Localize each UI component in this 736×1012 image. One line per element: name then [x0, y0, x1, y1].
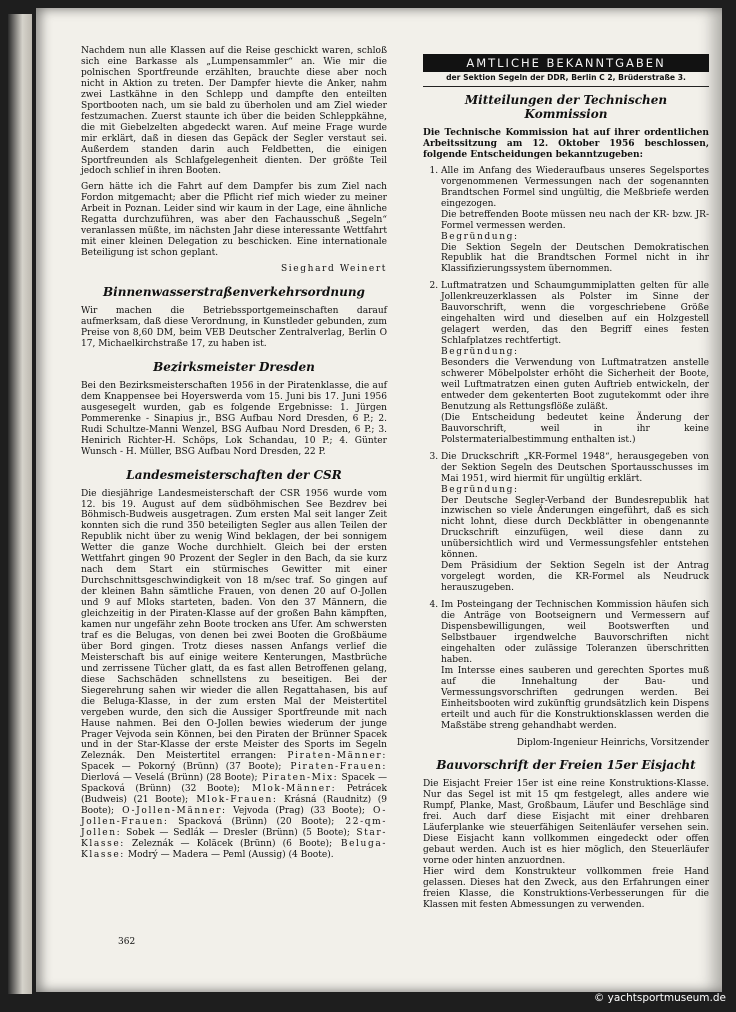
decision-reason: Besonders die Verwendung von Luftmatratzen anstelle schwerer Möbelpolster erhöht die Sicherheit der Boote, weil Luftmatratzen einen guten Auftrieb entwickeln, der entweder dem gekenterten Boot zugutekommt oder ihre Benutzung als Rettungsflöße zuläßt. — [441, 358, 709, 412]
heading-binnen: Binnenwasserstraßenverkehrsordnung — [103, 285, 365, 300]
decision-item — [441, 600, 709, 731]
result-class: O-Jollen-Frauen: — [81, 806, 387, 828]
reason-label: Begründung: — [441, 484, 519, 495]
result-class: Piraten-Frauen: — [281, 762, 387, 773]
heading-csr: Landesmeisterschaften der CSR — [126, 467, 342, 482]
result-class: Piraten-Mix: — [257, 773, 339, 784]
decision-list — [423, 166, 709, 732]
decision-text: 4. Im Posteingang der Technischen Kommission häufen sich die Anträge von Bootseignern und Vermessern auf Dispensbewilligungen, weil Bootswerften und Selbstbauer irgendwelche Bauvorschriften nicht eingehalten oder zulässige Toleranzen überschritten haben. — [441, 600, 709, 665]
right-column — [423, 46, 709, 916]
result-text: Vejvoda (Prag) (33 Boote); — [226, 806, 365, 817]
result-text: Zeleznák — Koläcek (Brünn) (6 Boote); — [124, 839, 333, 850]
result-text: Modrý — Madera — Peml (Aussig) (4 Boote). — [124, 850, 334, 860]
result-text: Sobek — Sedlák — Dresler (Brünn) (5 Boote); — [121, 828, 350, 839]
results-list — [81, 751, 387, 860]
result-class: Beluga-Klasse: — [81, 839, 388, 860]
decision-extra: Im Intersse eines sauberen und gerechten Sportes muß auf die Innehaltung der Bau- und Vermessungsvorschriften gedrungen werden. Bei Einheitsbooten wird zukünftig grundsätzlich kein Dispens erteilt und auch für die Konstruktionsklassen werden die Maßstäbe streng gehandhabt werden. — [441, 665, 709, 731]
watermark: © yachtsportmuseum.de — [593, 992, 726, 1004]
result-text: Spacková (Brünn) (20 Boote); — [168, 817, 335, 828]
decision-extra: Die betreffenden Boote müssen neu nach der KR- bzw. JR-Formel vermessen werden. — [441, 209, 709, 231]
result-text: Spacek — Pokorný (Brünn) (37 Boote); — [81, 762, 282, 773]
result-class: Star-Klasse: — [81, 828, 387, 850]
decision-reason: Der Deutsche Segler-Verband der Bundesrepublik hat inzwischen so viele Änderungen eingeführt, daß es sich nicht lohnt, diese durch Deckblätter in obengenannte Druckschrift einzufügen, weil diese dann zu unübersichtlich wird und Vermessungsfehler entstehen können. — [441, 495, 709, 561]
official-banner: AMTLICHE BEKANNTGABEN — [423, 54, 709, 72]
decision-note: Dem Präsidium der Sektion Segeln ist der Antrag vorgelegt worden, die KR-Formel als Neudruck herauszugeben. — [441, 561, 709, 594]
eisjacht-paragraph: Die Eisjacht Freier 15er ist eine reine Konstruktions-Klasse. Nur das Segel ist mit 15 qm festgelegt, alles andere wie Rumpf, Planke, Mast, Großbaum, Läufer und Beschläge sind frei. Auch darf diese Eisjacht mit einer drehbaren Läuferplanke wie steuerfähigen Seitenläufer versehen sein. Diese Eisjacht kann vollkommen eingedeckt oder offen gebaut werden. Auch ist es hier möglich, den Steuerläufer vorne oder hinten anzuordnen. — [423, 779, 709, 867]
decision-item — [441, 452, 709, 594]
result-class: Mlok-Männer: — [239, 784, 337, 795]
author-signature: Sieghard Weinert — [281, 264, 387, 275]
decision-reason: Die Sektion Segeln der Deutschen Demokratischen Republik hat die Brandtschen Formel nicht in ihr Klassifizierungssystem übernommen. — [441, 242, 709, 275]
book-spine — [8, 14, 32, 994]
result-class: O-Jollen-Männer: — [114, 806, 227, 817]
heading-bezirk: Bezirksmeister Dresden — [153, 359, 315, 374]
left-column — [81, 46, 387, 866]
decision-text: 3. Die Druckschrift „KR-Formel 1948“, herausgegeben von der Sektion Segeln des Deutschen Sportausschusses im Mai 1951, wird hiermit für ungültig erklärt. — [441, 451, 709, 484]
result-class: Mlok-Frauen: — [188, 795, 278, 806]
result-text: Spacek — Spacková (Brünn) (32 Boote); — [81, 773, 387, 795]
commission-signature: Diplom-Ingenieur Heinrichs, Vorsitzender — [516, 737, 709, 748]
decision-text: 2. Luftmatratzen und Schaumgummiplatten gelten für alle Jollenkreuzerklassen als Polster im Sinne der Bauvorschrift, wenn die vorgeschriebene Größe eingehalten wird und dieselben auf ein Holzgestell gelagert werden, das den Begriff eines festen Schlafplatzes rechtfertigt. — [441, 281, 709, 347]
result-class: 22-qm-Jollen: — [81, 817, 387, 839]
decision-note: (Die Entscheidung bedeutet keine Änderung der Bauvorschrift, weil in ihr keine Polstermaterialbestimmung enthalten ist.) — [441, 412, 709, 445]
decision-text: 1. Alle im Anfang des Wiederaufbaus unseres Segelsportes vorgenommenen Vermessungen nach der sogenannten Brandtschen Formel sind ungültig, die Meßbriefe werden eingezogen. — [441, 165, 709, 209]
tech-intro: Die Technische Kommission hat auf ihrer ordentlichen Arbeitssitzung am 12. Oktober 1956 beschlossen, folgende Entscheidungen bekanntzugeben: — [423, 128, 709, 160]
binnen-paragraph: Wir machen die Betriebssportgemeinschaften darauf aufmerksam, daß diese Verordnung, in Kunstleder gebunden, zum Preise von 8,60 DM, beim VEB Deutscher Zentralverlag, Berlin O 17, Michaelkirchstraße 17, zu haben ist. — [81, 306, 387, 349]
heading-eisjacht: Bauvorschrift der Freien 15er Eisjacht — [436, 758, 696, 773]
article-paragraph: Gern hätte ich die Fahrt auf dem Dampfer bis zum Ziel nach Fordon mitgemacht; aber die Pflicht rief mich wieder zu meiner Arbeit in Poznan. Leider sind wir kaum in der Lage, eine ähnliche Regatta durchzuführen, was aber den Fachausschuß „Segeln“ veranlassen müßte, im nächsten Jahr diese interessante Wettfahrt mit einer kleinen Delegation zu beschicken. Eine internationale Beteiligung ist schon geplant. — [81, 182, 387, 259]
csr-paragraph: Die diesjährige Landesmeisterschaft der CSR 1956 wurde vom 12. bis 19. August auf dem südböhmischen See Bezdrev bei Böhmisch-Budweis ausgetragen. Zum ersten Mal seit langer Zeit konnten sich die rund 350 beteiligten Segler aus allen Teilen der Republik nicht über zu wenig Wind beklagen, der bei sonnigem Wetter die ganze Woche durchhielt. Gleich bei der ersten Wettfahrt gingen 90 Prozent der Segler in den Bach, da sie kurz nach dem Start ein stürmisches Gewitter mit einer Durchschnittsgeschwindigkeit von 18 m/sec traf. So gingen auf der kleinen Bahn sämtliche Frauen, von denen 20 auf O-Jollen und 9 auf Mloks starteten, baden. Von den 37 Männern, die gleichzeitig in der Piraten-Klasse auf der großen Bahn kämpften, kamen nur ungefähr zehn Boote trocken ans Ufer. Am schwersten traf es die Belugas, von denen bei zwei Booten die Großbäume über Bord gingen. Trotz dieses nassen Anfangs verlief die Meisterschaft bis auf einige weitere Kenterungen, Mastbrüche und zerrissene Tücher glatt, da es fast allen Betroffenen gelang, diese Sachschäden schnellstens zu beseitigen. Bei der Siegerehrung sahen wir wieder die allen Regattahasen, bis auf die Beluga-Klasse, in der zum ersten Mal der Meistertitel vergeben wurde, den sich die Aussiger Sportfreunde mit nach Hause nahmen. Bei den O-Jollen bewies wiederum der junge Prager Vejvoda sein Können, bei den Piraten der Brünner Spacek und in der Star-Klasse der erste Meister des Sports im Segeln Zeleznák. Den Meistertitel errangen: Piraten-Männer: Spacek — Pokorný (Brünn) (37 Boote); Piraten-Frauen: Dierlová — Veselá (Brünn) (28 Boote); Piraten-Mix: Spacek — Spacková (Brünn) (32 Boote); Mlok-Männer: Petrácek (Budweis) (21 Boote); Mlok-Frauen: Krásná (Raudnitz) (9 Boote); O-Jollen-Männer: Vejvoda (Prag) (33 Boote); O-Jollen-Frauen: Spacková (Brünn) (20 Boote); 22-qm-Jollen: Sobek — Sedlák — Dresler (Brünn) (5 Boote); Star-Klasse: Zeleznák — Koläcek (Brünn) (6 Boote); Beluga-Klasse: Modrý — Madera — Peml (Aussig) (4 Boote). — [81, 488, 388, 860]
result-class: Piraten-Männer: — [287, 751, 387, 762]
eisjacht-paragraph: Hier wird dem Konstrukteur vollkommen freie Hand gelassen. Dieses hat den Zweck, aus den Erfahrungen einer freien Klasse, die Konstruktions-Verbesserungen für die Klassen mit festen Abmessungen zu verwenden. — [423, 867, 709, 910]
reason-label: Begründung: — [441, 231, 519, 242]
reason-label: Begründung: — [441, 347, 519, 358]
banner-subtitle: der Sektion Segeln der DDR, Berlin C 2, Brüderstraße 3. — [423, 72, 709, 87]
bezirk-paragraph: Bei den Bezirksmeisterschaften 1956 in der Piratenklasse, die auf dem Knappensee bei Hoyerswerda vom 15. Juni bis 17. Juni 1956 ausgesegelt wurden, gab es folgende Ergebnisse: 1. Jürgen Pommerenke - Sinapius jr., BSG Aufbau Nord Dresden, 6 P.; 2. Rudi Schultze-Manni Wenzel, BSG Aufbau Nord Dresden, 6 P.; 3. Henirich Richter-H. Schöps, Lok Schandau, 10 P.; 4. Günter Wunsch - H. Müller, BSG Aufbau Nord Dresden, 22 P. — [81, 380, 387, 457]
decision-item — [441, 166, 709, 276]
decision-item — [441, 281, 709, 445]
page-number: 362 — [118, 937, 136, 947]
result-text: Petrácek (Budweis) (21 Boote); — [81, 784, 388, 806]
result-text: Krásná (Raudnitz) (9 Boote); — [81, 795, 387, 817]
article-paragraph: Nachdem nun alle Klassen auf die Reise geschickt waren, schloß sich eine Barkasse als „Lumpensammler“ an. Wie mir die polnischen Sportfreunde erzählten, brauchte diese aber noch nicht in Aktion zu treten. Der Dampfer hievte die Anker, nahm zwei Lastkähne in den Schlepp und dampfte den enteilten Sportbooten nach, um sie bald zu überholen und am Ziel wieder festzumachen. Zuerst staunte ich über die beiden Schleppkähne, die mit Giebelzelten abgedeckt waren. Auf meine Frage wurde mir erklärt, daß in diesen das Gepäck der Segler verstaut sei. Außerdem standen darin auch Feldbetten, die einigen Sportfreunden als Schlafgelegenheit dienten. Der größte Teil jedoch schlief in ihren Booten. — [81, 46, 387, 177]
heading-tech: Mitteilungen der Technischen Kommission — [464, 93, 668, 121]
result-text: Dierlová — Veselá (Brünn) (28 Boote); — [81, 773, 258, 784]
